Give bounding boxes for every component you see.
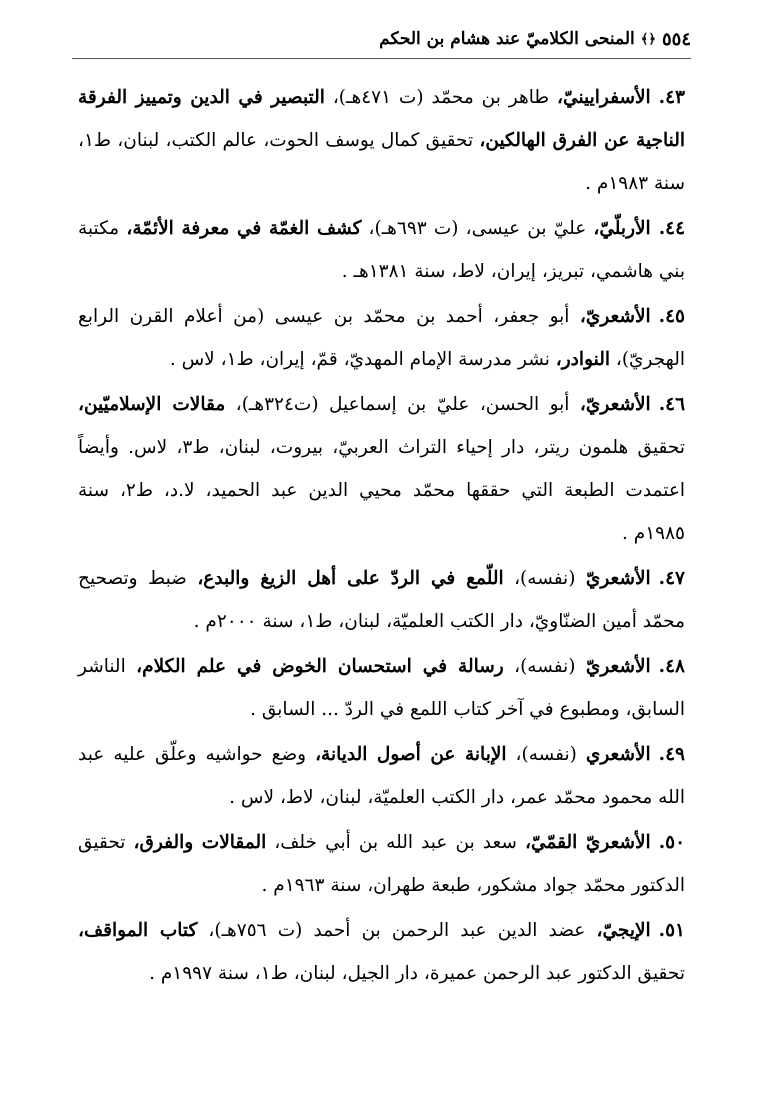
entry-number: ٤٣. — [658, 87, 685, 108]
bibliography-entry-49 — [78, 733, 685, 819]
entry-title: رسالة في استحسان الخوض في علم الكلام، — [136, 656, 504, 677]
entry-publication: تحقيق هلمون ريتر، دار إحياء التراث العربيّ، بيروت، لبنان، ط٣، لاس. وأيضاً اعتمدت الطبعة التي حققها محمّد محيي الدين عبد الحميد، لا.د، ط٢، سنة ١٩٨٥م . — [78, 437, 685, 544]
entry-title: النوادر، — [555, 349, 610, 370]
entry-publication: تحقيق كمال يوسف الحوت، عالم الكتب، لبنان، ط١، سنة ١٩٨٣م . — [78, 130, 685, 194]
entry-details: طاهر بن محمّد (ت ٤٧١هـ)، — [324, 87, 558, 108]
entry-author: الإيجيّ، — [596, 920, 651, 941]
bibliography-list — [78, 76, 685, 997]
entry-author: الأربلّيّ، — [593, 218, 651, 239]
entry-publication: الناشر السابق، ومطبوع في آخر كتاب اللمع في الردّ ... السابق . — [78, 656, 685, 720]
page-number: ٥٥٤ — [661, 28, 691, 50]
entry-author: الأسفرايينيّ، — [557, 87, 651, 108]
bibliography-entry-44 — [78, 207, 685, 293]
entry-publication: نشر مدرسة الإمام المهديّ، قمّ، إيران، ط١، لاس . — [169, 349, 556, 370]
entry-details: (نفسه)، — [506, 744, 586, 765]
entry-publication: ضبط وتصحيح محمّد أمين الضنّاويّ، دار الكتب العلميّة، لبنان، ط١، سنة ٢٠٠٠م . — [78, 568, 685, 632]
page-header — [72, 22, 691, 56]
entry-number: ٤٩. — [658, 744, 685, 765]
entry-author: الأشعري — [585, 744, 651, 765]
entry-details: (نفسه)، — [503, 656, 586, 677]
running-title: المنحى الكلاميّ عند هشام بن الحكم — [379, 29, 635, 49]
bibliography-entry-51 — [78, 909, 685, 995]
entry-number: ٤٦. — [658, 394, 686, 415]
entry-details: أبو الحسن، عليّ بن إسماعيل (ت٣٢٤هـ)، — [225, 394, 580, 415]
entry-details: أبو جعفر، أحمد بن محمّد بن عيسى (من أعلام القرن الرابع الهجريّ)، — [78, 306, 685, 370]
entry-author: الأشعريّ — [585, 568, 651, 589]
bibliography-entry-46 — [78, 383, 685, 555]
entry-publication: وضع حواشيه وعلّق عليه عبد الله محمود محمّد عمر، دار الكتب العلميّة، لبنان، لاط، لاس . — [78, 744, 685, 808]
entry-title: المقالات والفرق، — [133, 832, 267, 853]
entry-number: ٤٤. — [658, 218, 686, 239]
entry-publication: تحقيق الدكتور عبد الرحمن عميرة، دار الجيل، لبنان، ط١، سنة ١٩٩٧م . — [149, 963, 685, 984]
entry-publication: مكتبة بني هاشمي، تبريز، إيران، لاط، سنة ١٣٨١هـ . — [78, 218, 685, 282]
entry-title: الإبانة عن أصول الديانة، — [315, 744, 507, 765]
entry-number: ٥١. — [658, 920, 685, 941]
entry-title: مقالات الإسلاميّين، — [78, 394, 226, 415]
bibliography-entry-45 — [78, 295, 685, 381]
entry-author: الأشعريّ — [585, 656, 651, 677]
entry-title: كتاب المواقف، — [78, 920, 198, 941]
entry-author: الأشعريّ، — [579, 394, 651, 415]
header-ornament: ﴿﴾ — [640, 31, 656, 47]
entry-details: (نفسه)، — [503, 568, 586, 589]
entry-details: عضد الدين عبد الرحمن بن أحمد (ت ٧٥٦هـ)، — [197, 920, 597, 941]
entry-title: التبصير في الدين وتمييز الفرقة الناجية عن الفرق الهالكين، — [78, 87, 685, 151]
entry-author: الأشعريّ القمّيّ، — [525, 832, 651, 853]
entry-number: ٤٧. — [658, 568, 685, 589]
bibliography-entry-43 — [78, 76, 685, 205]
entry-title: كشف الغمّة في معرفة الأئمّة، — [126, 218, 362, 239]
entry-details: سعد بن عبد الله بن أبي خلف، — [266, 832, 526, 853]
entry-author: الأشعريّ، — [579, 306, 651, 327]
bibliography-entry-47 — [78, 557, 685, 643]
entry-details: عليّ بن عيسى، (ت ٦٩٣هـ)، — [361, 218, 594, 239]
entry-number: ٥٠. — [658, 832, 686, 853]
header-rule — [72, 58, 691, 59]
entry-number: ٤٨. — [658, 656, 685, 677]
bibliography-entry-48 — [78, 645, 685, 731]
entry-number: ٤٥. — [658, 306, 685, 327]
bibliography-entry-50 — [78, 821, 685, 907]
entry-title: اللّمع في الردّ على أهل الزيغ والبدع، — [197, 568, 504, 589]
entry-publication: تحقيق الدكتور محمّد جواد مشكور، طبعة طهران، سنة ١٩٦٣م . — [78, 832, 685, 896]
